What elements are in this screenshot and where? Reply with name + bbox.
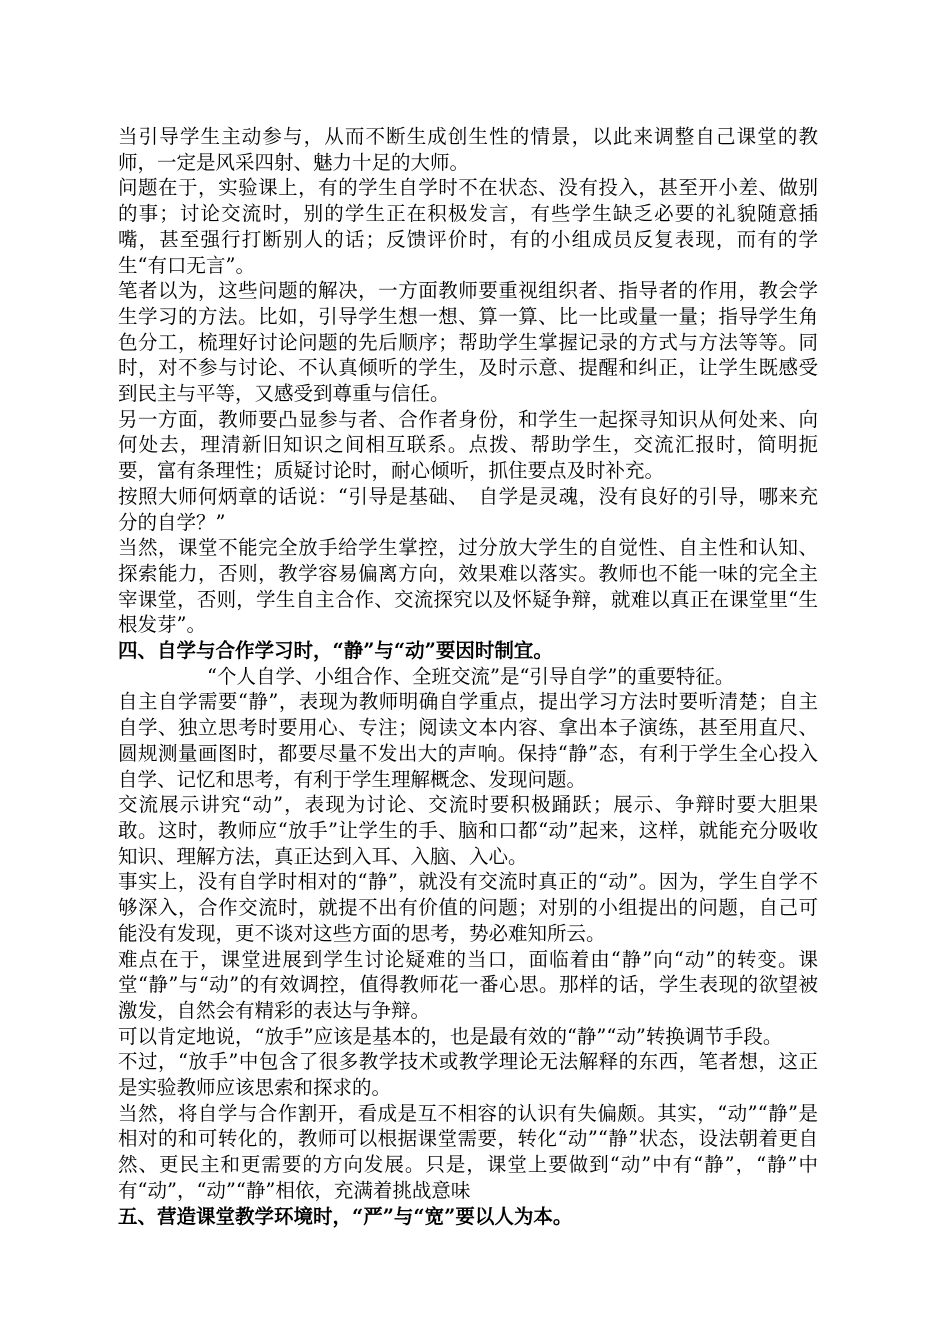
- paragraph: 交流展示讲究“动”，表现为讨论、交流时要积极踊跃；展示、争辩时要大胆果敢。这时，教师应“放手”让学生的手、脑和口都“动”起来，这样，就能充分吸收知识、理解方法，真正达到入耳、入脑、入心。: [118, 793, 818, 868]
- paragraph: 难点在于，课堂进展到学生讨论疑难的当口，面临着由“静”向“动”的转变。课堂“静”与“动”的有效调控，值得教师花一番心思。那样的话，学生表现的欲望被激发，自然会有精彩的表达与争辩。: [118, 947, 818, 1022]
- section-heading-4: 四、自学与合作学习时，“静”与“动”要因时制宜。: [118, 639, 553, 663]
- paragraph: 笔者以为，这些问题的解决，一方面教师要重视组织者、指导者的作用，教会学生学习的方法。比如，引导学生想一想、算一算、比一比或量一量；指导学生角色分工，梳理好讨论问题的先后顺序；帮助学生掌握记录的方式与方法等等。同时，对不参与讨论、不认真倾听的学生，及时示意、提醒和纠正，让学生既感受到民主与平等，又感受到尊重与信任。: [118, 279, 818, 406]
- paragraph: 不过，“放手”中包含了很多教学技术或教学理论无法解释的东西，笔者想，这正是实验教师应该思索和探求的。: [118, 1050, 818, 1100]
- paragraph: 当然，课堂不能完全放手给学生掌控，过分放大学生的自觉性、自主性和认知、探索能力，否则，教学容易偏离方向，效果难以落实。教师也不能一味的完全主宰课堂，否则，学生自主合作、交流探究以及怀疑争辩，就难以真正在课堂里“生根发芽”。: [118, 536, 818, 637]
- paragraph: 自主自学需要“静”，表现为教师明确自学重点，提出学习方法时要听清楚；自主自学、独立思考时要用心、专注；阅读文本内容、拿出本子演练，甚至用直尺、圆规测量画图时，都要尽量不发出大的声响。保持“静”态，有利于学生全心投入自学、记忆和思考，有利于学生理解概念、发现问题。: [118, 690, 818, 791]
- paragraph: 另一方面，教师要凸显参与者、合作者身份，和学生一起探寻知识从何处来、向何处去，理清新旧知识之间相互联系。点拨、帮助学生，交流汇报时，简明扼要，富有条理性；质疑讨论时，耐心倾听，抓住要点及时补充。: [118, 407, 818, 483]
- section-intro: “个人自学、小组合作、全班交流”是“引导自学”的重要特征。: [207, 664, 735, 688]
- paragraph: 问题在于，实验课上，有的学生自学时不在状态、没有投入，甚至开小差、做别的事；讨论交流时，别的学生正在积极发言，有些学生缺乏必要的礼貌随意插嘴，甚至强行打断别人的话；反馈评价时，有的小组成员反复表现，而有的学生“有口无言”。: [118, 176, 818, 277]
- document-page: [118, 124, 818, 1229]
- paragraph: 按照大师何炳章的话说：“引导是基础、 自学是灵魂，没有良好的引导，哪来充分的自学？”: [118, 484, 818, 534]
- paragraph: 可以肯定地说，“放手”应该是基本的，也是最有效的“静”“动”转换调节手段。: [118, 1024, 783, 1048]
- paragraph: 当然，将自学与合作割开，看成是互不相容的认识有失偏颇。其实，“动”“静”是相对的和可转化的，教师可以根据课堂需要，转化“动”“静”状态，设法朝着更自然、更民主和更需要的方向发展。只是，课堂上要做到“动”中有“静”，“静”中有“动”，“动”“静”相依，充满着挑战意味: [118, 1101, 818, 1202]
- section-heading-5: 五、营造课堂教学环境时，“严”与“宽”要以人为本。: [118, 1204, 573, 1228]
- paragraph: 当引导学生主动参与，从而不断生成创生性的情景，以此来调整自己课堂的教师，一定是风采四射、魅力十足的大师。: [118, 125, 818, 174]
- paragraph: 事实上，没有自学时相对的“静”，就没有交流时真正的“动”。因为，学生自学不够深入，合作交流时，就提不出有价值的问题；对别的小组提出的问题，自己可能没有发现，更不谈对这些方面的思考，势必难知所云。: [118, 870, 818, 945]
